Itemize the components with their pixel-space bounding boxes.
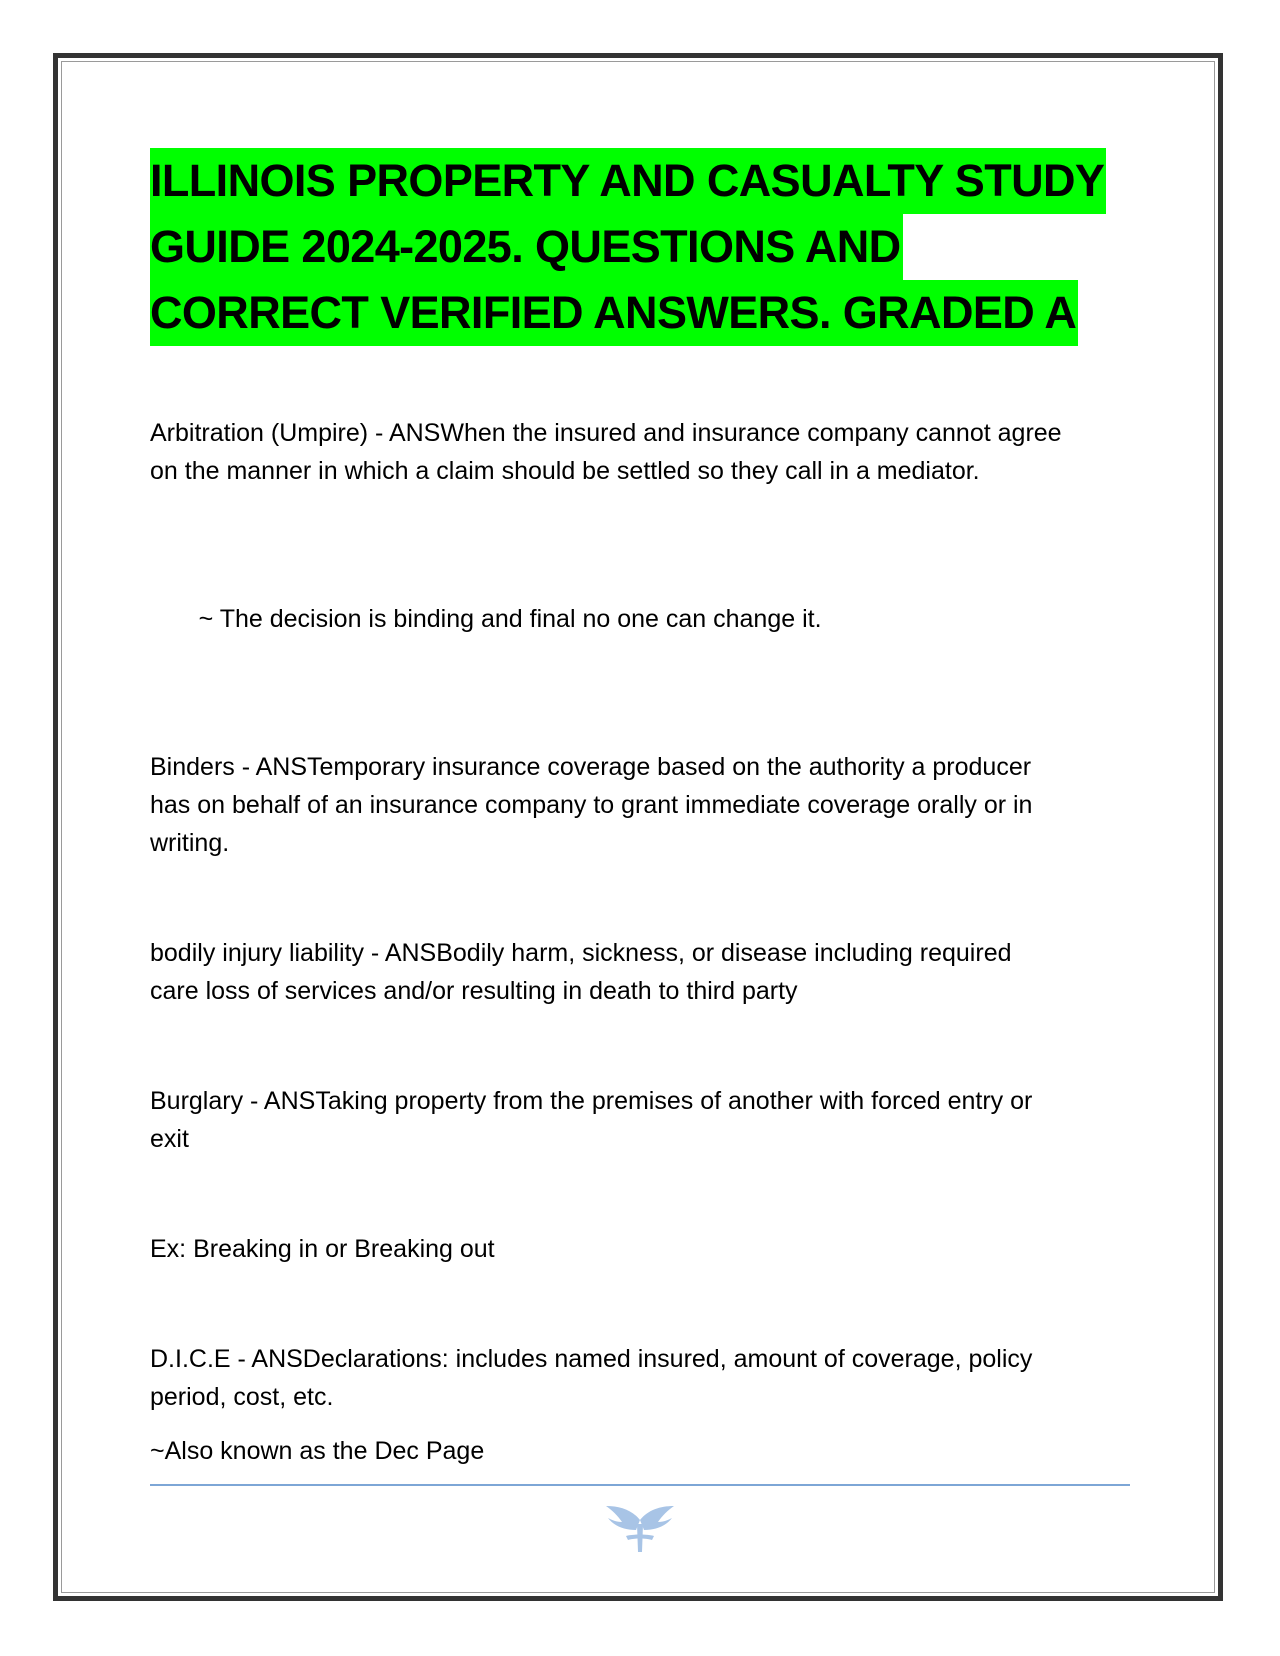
entry-line: Burglary - ANSTaking property from the premises of another with forced entry or	[150, 1087, 1033, 1115]
entry-line: Arbitration (Umpire) - ANSWhen the insured and insurance company cannot agree	[150, 419, 1062, 447]
title-line: GUIDE 2024-2025. QUESTIONS AND	[150, 214, 903, 280]
qa-entries	[150, 414, 1130, 1470]
entry-line: on the manner in which a claim should be settled so they call in a mediator.	[150, 457, 980, 485]
qa-entry-binders	[150, 748, 1130, 862]
qa-entry-dice-note	[150, 1432, 1130, 1470]
entry-line: Binders - ANSTemporary insurance coverage based on the authority a producer	[150, 753, 1032, 781]
footer-rule	[150, 1484, 1130, 1486]
entry-line: has on behalf of an insurance company to grant immediate coverage orally or in	[150, 791, 1033, 819]
entry-line: D.I.C.E - ANSDeclarations: includes named insured, amount of coverage, policy	[150, 1345, 1033, 1373]
document-title	[150, 148, 1130, 346]
title-line: CORRECT VERIFIED ANSWERS. GRADED A	[150, 280, 1078, 346]
entry-line: ~ The decision is binding and final no one can change it.	[191, 605, 822, 633]
qa-entry-burglary	[150, 1082, 1130, 1158]
entry-line: care loss of services and/or resulting in death to third party	[150, 977, 798, 1005]
entry-line: Ex: Breaking in or Breaking out	[150, 1235, 495, 1263]
qa-entry-arbitration	[150, 414, 1130, 490]
bird-logo-icon	[602, 1500, 678, 1556]
document-content	[150, 148, 1130, 1470]
entry-line: ~Also known as the Dec Page	[150, 1437, 485, 1465]
entry-line: writing.	[150, 829, 230, 857]
qa-entry-arbitration-note	[150, 562, 1130, 676]
title-line: ILLINOIS PROPERTY AND CASUALTY STUDY	[150, 148, 1106, 214]
entry-line: period, cost, etc.	[150, 1383, 334, 1411]
qa-entry-burglary-example	[150, 1230, 1130, 1268]
qa-entry-dice	[150, 1340, 1130, 1416]
entry-line: exit	[150, 1125, 189, 1153]
entry-line: bodily injury liability - ANSBodily harm, sickness, or disease including required	[150, 939, 1012, 967]
qa-entry-bodily-injury	[150, 934, 1130, 1010]
